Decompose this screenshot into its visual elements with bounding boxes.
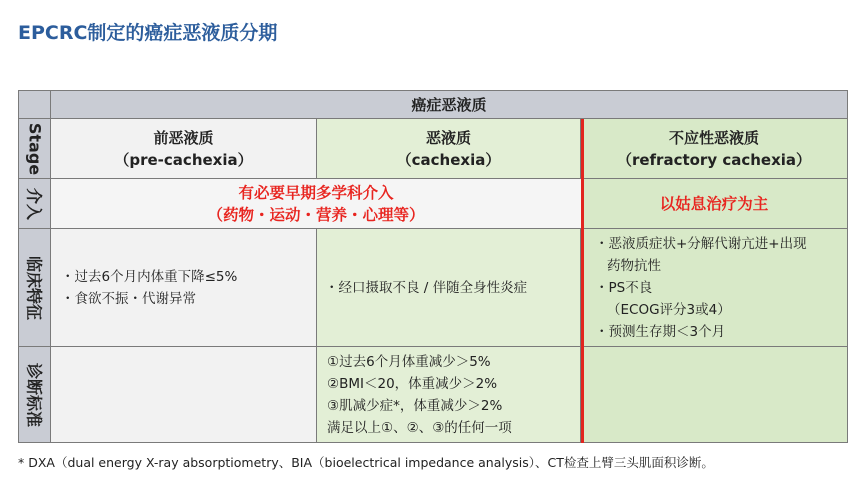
stage-name: 不应性恶液质: [668, 128, 759, 147]
row-label-stage: Stage: [19, 119, 51, 179]
row-label-clinical: 临床特征: [19, 229, 51, 347]
clinical-pre: [51, 229, 317, 347]
cachexia-stage-table: [18, 90, 848, 443]
diagnosis-item: 满足以上①、②、③的任何一项: [327, 419, 512, 436]
stage-english: （pre-cachexia）: [114, 150, 253, 169]
footnote: * DXA（dual energy X-ray absorptiometry、BIA（bioelectrical impedance analysis）、CT检查上臂三头肌面积诊断。: [18, 455, 714, 470]
intervention-early: [51, 179, 581, 229]
page-title: EPCRC制定的癌症恶液质分期: [18, 22, 278, 44]
corner-cell: [19, 91, 51, 119]
clinical-item: ・食欲不振・代谢异常: [61, 290, 196, 307]
diagnosis-pre: [51, 347, 317, 442]
refractory-divider-line: [581, 119, 584, 443]
clinical-item: 药物抗性: [607, 257, 661, 274]
stage-english: （refractory cachexia）: [616, 150, 812, 169]
diagnosis-cachexia: [317, 347, 581, 442]
row-label-diagnosis: 诊断标准: [19, 347, 51, 442]
clinical-item: （ECOG评分3或4）: [607, 301, 731, 318]
intervention-palliative: 以姑息治疗为主: [581, 179, 847, 229]
clinical-refractory: [581, 229, 847, 347]
clinical-item: ・经口摄取不良 / 伴随全身性炎症: [325, 279, 528, 296]
diagnosis-item: ②BMI＜20，体重减少＞2%: [327, 375, 498, 392]
stage-cachexia: [317, 119, 581, 179]
clinical-item: ・恶液质症状+分解代谢亢进+出现: [595, 235, 807, 252]
stage-refractory-cachexia: [581, 119, 847, 179]
stage-pre-cachexia: [51, 119, 317, 179]
clinical-item: ・PS不良: [595, 279, 653, 296]
stage-name: 前恶液质: [153, 128, 214, 147]
stage-name: 恶液质: [425, 128, 471, 147]
diagnosis-item: ①过去6个月体重减少＞5%: [327, 353, 491, 370]
clinical-cachexia: [317, 229, 581, 347]
intervention-early-line1: 有必要早期多学科介入: [238, 183, 394, 202]
clinical-item: ・过去6个月内体重下降≤5%: [61, 268, 238, 285]
stage-english: （cachexia）: [396, 150, 501, 169]
clinical-item: ・预测生存期＜3个月: [595, 323, 726, 340]
diagnosis-refractory: [581, 347, 847, 442]
table-header: 癌症恶液质: [51, 91, 847, 119]
diagnosis-item: ③肌减少症*，体重减少＞2%: [327, 397, 503, 414]
row-label-intervention: 介入: [19, 179, 51, 229]
intervention-early-line2: （药物・运动・营养・心理等）: [207, 205, 425, 224]
